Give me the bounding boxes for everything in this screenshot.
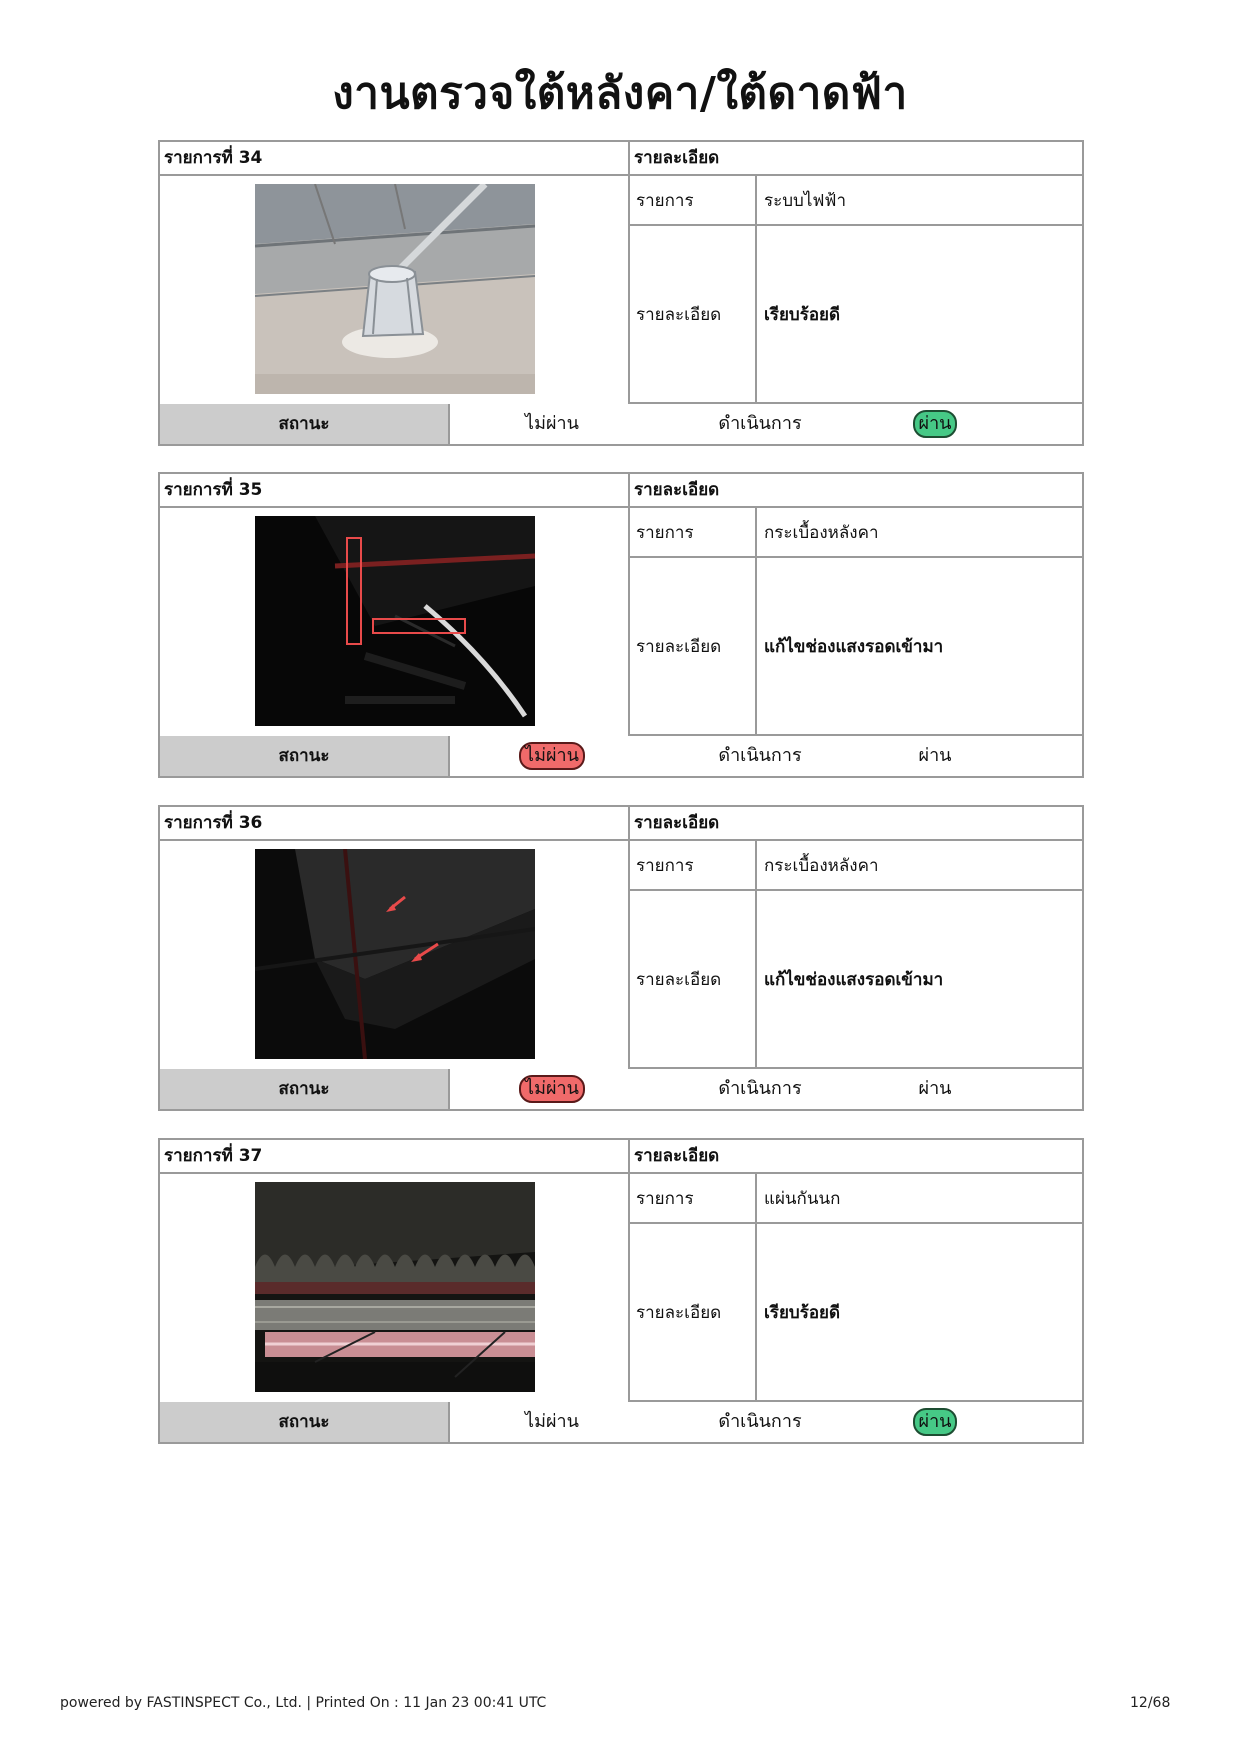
item-label: รายการ bbox=[630, 1174, 757, 1222]
status-option-fail[interactable]: ไม่ผ่าน bbox=[525, 413, 579, 434]
status-option-pass[interactable]: ผ่าน bbox=[905, 404, 965, 444]
item-row bbox=[630, 508, 1082, 558]
status-label: สถานะ bbox=[160, 736, 450, 776]
detail-header: รายละเอียด bbox=[630, 1140, 1082, 1174]
item-value: กระเบื้องหลังคา bbox=[764, 855, 879, 876]
item-value: ระบบไฟฟ้า bbox=[764, 190, 847, 211]
detail-label: รายละเอียด bbox=[630, 1224, 757, 1400]
status-row bbox=[160, 736, 1082, 776]
inspection-item bbox=[158, 472, 1084, 778]
status-option-pass[interactable]: ผ่าน bbox=[918, 1078, 952, 1099]
item-label: รายการ bbox=[630, 508, 757, 556]
inspection-item bbox=[158, 805, 1084, 1111]
status-option-in-progress[interactable]: ดำเนินการ bbox=[718, 1078, 802, 1099]
item-number-header: รายการที่ 35 bbox=[160, 474, 630, 508]
photo-cell bbox=[160, 508, 630, 736]
detail-header: รายละเอียด bbox=[630, 807, 1082, 841]
status-option-fail[interactable]: ไม่ผ่าน bbox=[512, 736, 592, 776]
detail-label: รายละเอียด bbox=[630, 226, 757, 402]
detail-row bbox=[630, 891, 1082, 1069]
item-number-header: รายการที่ 37 bbox=[160, 1140, 630, 1174]
item-label: รายการ bbox=[630, 176, 757, 224]
photo-cell bbox=[160, 1174, 630, 1402]
item-label: รายการ bbox=[630, 841, 757, 889]
detail-header: รายละเอียด bbox=[630, 474, 1082, 508]
status-label: สถานะ bbox=[160, 1069, 450, 1109]
status-row bbox=[160, 404, 1082, 444]
status-label: สถานะ bbox=[160, 404, 450, 444]
status-row bbox=[160, 1402, 1082, 1442]
detail-row bbox=[630, 1224, 1082, 1402]
detail-value: แก้ไขช่องแสงรอดเข้ามา bbox=[764, 969, 944, 990]
status-option-in-progress[interactable]: ดำเนินการ bbox=[718, 745, 802, 766]
detail-header: รายละเอียด bbox=[630, 142, 1082, 176]
inspection-photo[interactable] bbox=[255, 516, 535, 726]
status-option-fail[interactable]: ไม่ผ่าน bbox=[525, 1411, 579, 1432]
status-row bbox=[160, 1069, 1082, 1109]
status-option-fail[interactable]: ไม่ผ่าน bbox=[512, 1069, 592, 1109]
status-option-pass[interactable]: ผ่าน bbox=[905, 1402, 965, 1442]
item-value: กระเบื้องหลังคา bbox=[764, 522, 879, 543]
inspection-photo[interactable] bbox=[255, 1182, 535, 1392]
status-option-in-progress[interactable]: ดำเนินการ bbox=[718, 413, 802, 434]
inspection-item bbox=[158, 140, 1084, 446]
status-option-pass[interactable]: ผ่าน bbox=[918, 745, 952, 766]
page-number: 12/68 bbox=[1130, 1695, 1171, 1711]
detail-value: เรียบร้อยดี bbox=[764, 1302, 841, 1323]
item-value: แผ่นกันนก bbox=[764, 1188, 841, 1209]
photo-cell bbox=[160, 841, 630, 1069]
detail-value: แก้ไขช่องแสงรอดเข้ามา bbox=[764, 636, 944, 657]
item-row bbox=[630, 1174, 1082, 1224]
detail-label: รายละเอียด bbox=[630, 891, 757, 1067]
detail-row bbox=[630, 226, 1082, 404]
page-title: งานตรวจใต้หลังคา/ใต้ดาดฟ้า bbox=[332, 68, 908, 119]
item-number-header: รายการที่ 34 bbox=[160, 142, 630, 176]
item-row bbox=[630, 841, 1082, 891]
inspection-photo[interactable] bbox=[255, 849, 535, 1059]
footer-printed-info: powered by FASTINSPECT Co., Ltd. | Printed On : 11 Jan 23 00:41 UTC bbox=[60, 1695, 547, 1711]
item-number-header: รายการที่ 36 bbox=[160, 807, 630, 841]
detail-value: เรียบร้อยดี bbox=[764, 304, 841, 325]
detail-row bbox=[630, 558, 1082, 736]
item-row bbox=[630, 176, 1082, 226]
photo-cell bbox=[160, 176, 630, 404]
inspection-photo[interactable] bbox=[255, 184, 535, 394]
detail-label: รายละเอียด bbox=[630, 558, 757, 734]
status-option-in-progress[interactable]: ดำเนินการ bbox=[718, 1411, 802, 1432]
inspection-item bbox=[158, 1138, 1084, 1444]
status-label: สถานะ bbox=[160, 1402, 450, 1442]
